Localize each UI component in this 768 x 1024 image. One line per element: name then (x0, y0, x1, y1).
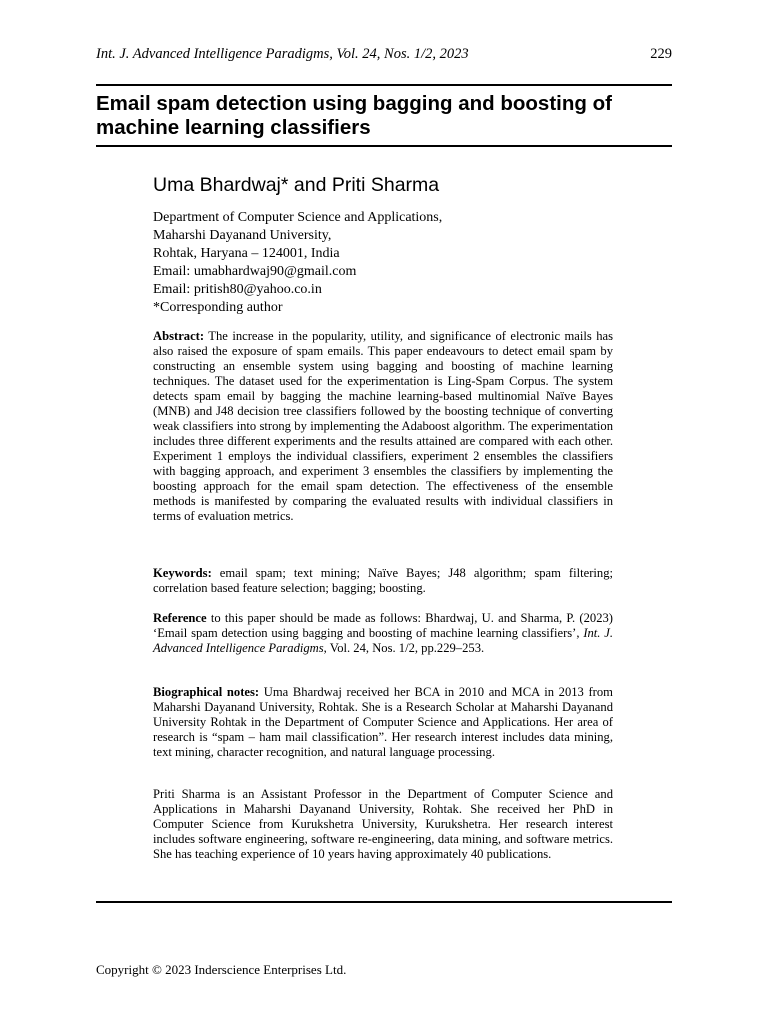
copyright-notice: Copyright © 2023 Inderscience Enterprises Ltd. (96, 962, 347, 977)
reference-text: to this paper should be made as follows: Bhardwaj, U. and Sharma, P. (2023) ‘Email spam detection using bagging and boosting of machine learning classifiers’, (153, 611, 613, 640)
bio-section (153, 685, 613, 760)
author-email-2: Email: pritish80@yahoo.co.in (153, 282, 322, 297)
bio-section-2 (153, 787, 613, 862)
title-top-rule (96, 84, 672, 86)
keywords-section (153, 566, 613, 596)
bio-text-1: Uma Bhardwaj received her BCA in 2010 and MCA in 2013 from Maharshi Dayanand University, Rohtak. She is a Research Scholar at Maharshi Dayanand University Rohtak in the Department of Computer Science and Applications. Her area of research is “spam – ham mail classification”. Her research interest includes data mining, text mining, character recognition, and natural language processing. (153, 685, 613, 759)
keywords-label: Keywords: (153, 566, 212, 580)
affiliation-city: Rohtak, Haryana – 124001, India (153, 246, 340, 261)
bio-label: Biographical notes: (153, 685, 260, 699)
footer-rule (96, 901, 672, 903)
abstract-text: The increase in the popularity, utility, and significance of electronic mails has also raised the exposure of spam emails. This paper endeavours to detect email spam by constructing an ensemble system using bagging and boosting of machine learning techniques. The dataset used for the experimentation is Ling-Spam Corpus. The system detects spam email by bagging the machine learning-based multinomial Naïve Bayes (MNB) and J48 decision tree classifiers followed by the boosting technique of converting weak classifiers into strong by implementing the Adaboost algorithm. The experimentation includes three different experiments and the results attained are compared with each other. Experiment 1 employs the individual classifiers, experiment 2 ensembles the classifiers with bagging approach, and experiment 3 ensembles the classifiers by implementing the boosting approach for the email spam detection. The effectiveness of the ensemble methods is manifested by comparing the evaluated results with individual classifiers in terms of evaluation metrics. (153, 329, 614, 523)
bio-text-2: Priti Sharma is an Assistant Professor in the Department of Computer Science and Applications in Maharshi Dayanand University, Rohtak. She received her PhD in Computer Science from Kurukshetra University, Kurukshetra. Her research interest includes software engineering, software re-engineering, data mining, and software metrics. She has teaching experience of 10 years having approximately 40 publications. (153, 787, 613, 861)
affiliation-block (153, 209, 613, 317)
abstract-section (153, 329, 613, 524)
corresponding-note: *Corresponding author (153, 300, 283, 315)
paper-title: Email spam detection using bagging and boosting of machine learning classifiers (96, 92, 612, 139)
running-head (96, 46, 672, 63)
journal-citation: Int. J. Advanced Intelligence Paradigms, Vol. 24, Nos. 1/2, 2023 (96, 46, 469, 62)
reference-section (153, 611, 613, 656)
title-bottom-rule (96, 145, 672, 147)
author-names: Uma Bhardwaj* and Priti Sharma (153, 174, 440, 196)
abstract-label: Abstract: (153, 329, 205, 343)
author-email-1: Email: umabhardwaj90@gmail.com (153, 264, 357, 279)
affiliation-department: Department of Computer Science and Applications, (153, 210, 443, 225)
reference-journal: Int. J. Advanced Intelligence Paradigms (153, 626, 613, 655)
page-number: 229 (650, 46, 672, 62)
reference-details: , Vol. 24, Nos. 1/2, pp.229–253. (323, 641, 485, 655)
keywords-text: email spam; text mining; Naïve Bayes; J48 algorithm; spam filtering; correlation based feature selection; bagging; boosting. (153, 566, 613, 595)
reference-label: Reference (153, 611, 207, 625)
affiliation-university: Maharshi Dayanand University, (153, 228, 332, 243)
